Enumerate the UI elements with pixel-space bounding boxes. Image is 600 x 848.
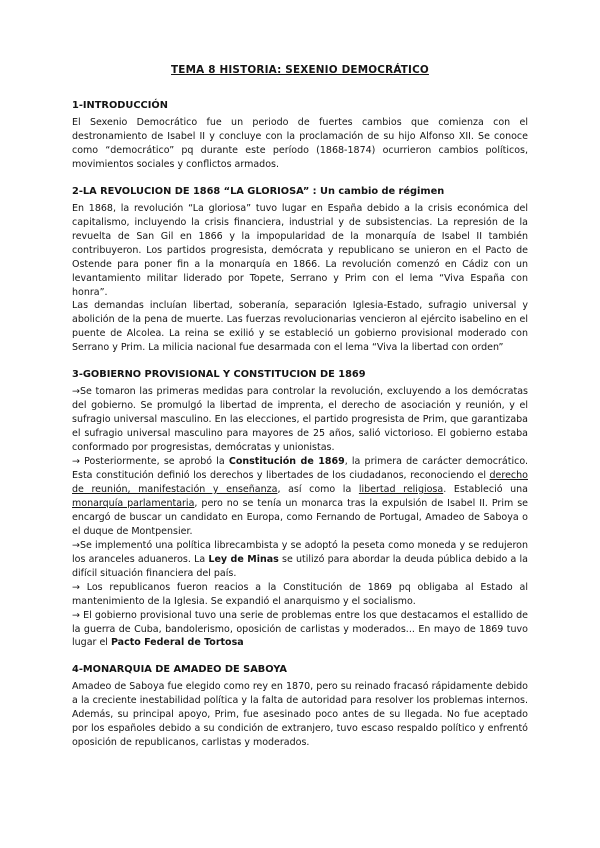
section-1 [72,100,528,172]
section-3 [72,369,528,650]
paragraph [72,385,528,455]
text-run: →Se tomaron las primeras medidas para controlar la revolución, excluyendo a los demócratas del gobierno. Se promulgó la libertad de imprenta, el derecho de asociación y reunión, y el sufragio universal masculino. En las elecciones, el partido progresista de Prim, que garantizaba el sufragio universal masculino para mayores de 25 años, salió victorioso. El gobierno estaba conformado por progresistas, demócratas y unionistas. [72,386,528,454]
paragraph [72,299,528,355]
text-run: . Estableció una [443,483,528,495]
paragraph [72,609,528,651]
document-title: TEMA 8 HISTORIA: SEXENIO DEMOCRÁTICO [171,64,429,76]
text-run: → El gobierno provisional tuvo una serie de problemas entre los que destacamos el estallido de la guerra de Cuba, bandolerismo, oposición de carlistas y moderados... En mayo de 1869 tuvo lugar el [72,609,528,649]
text-run: derecho de reunión, manifestación y enseñanza [72,470,528,495]
text-run: En 1868, la revolución “La gloriosa” tuvo lugar en España debido a la crisis económica del capitalismo, incluyendo la crisis financiera, industrial y de subsistencias. La represión de la revuelta de San Gil en 1866 y la impopularidad de la monarquía de Isabel II también contribuyeron. Los partidos progresista, demócrata y republicano se unieron en el Pacto de Ostende para poner fin a la monarquía en 1866. La revolución comenzó en Cádiz con un levantamiento militar liderado por Topete, Serrano y Prim con el lema “Viva España con honra”. [72,202,528,298]
text-run: , así como la [277,483,359,495]
text-run: , pero no se tenía un monarca tras la expulsión de Isabel II. Prim se encargó de buscar un candidato en Europa, como Fernando de Portugal, Amadeo de Saboya o el duque de Montpensier. [72,497,528,537]
text-run: Ley de Minas [208,553,279,565]
paragraph [72,680,528,750]
text-run: monarquía parlamentaria [72,497,195,509]
paragraph [72,116,528,172]
text-run: Pacto Federal de Tortosa [110,637,244,649]
section-heading: 2-LA REVOLUCION DE 1868 “LA GLORIOSA” : Un cambio de régimen [72,185,445,197]
text-run: →Se implementó una política librecambista y se adoptó la peseta como moneda y se redujeron los aranceles aduaneros. La [72,539,528,565]
section-4 [72,664,528,750]
text-run: → Posteriormente, se aprobó la [72,456,229,468]
text-run: se utilizó para abordar la deuda pública debido a la difícil situación financiera del país. [72,553,528,579]
text-run: Constitución de 1869 [228,456,345,468]
paragraph [72,581,528,609]
section-heading: 4-MONARQUIA DE AMADEO DE SABOYA [72,664,287,676]
paragraph [72,202,528,300]
section-heading: 3-GOBIERNO PROVISIONAL Y CONSTITUCION DE 1869 [72,369,366,381]
text-run: El Sexenio Democrático fue un periodo de fuertes cambios que comienza con el destronamiento de Isabel II y concluye con la proclamación de su hijo Alfonso XII. Se conoce como “democrático” pq durante este período (1868-1874) ocurrieron cambios políticos, movimientos sociales y conflictos armados. [72,117,528,170]
section-2 [72,186,528,355]
text-run: libertad religiosa [358,483,444,495]
text-run: Amadeo de Saboya fue elegido como rey en 1870, pero su reinado fracasó rápidamente debido a la creciente inestabilidad política y la falta de autoridad para resolver los problemas internos. Además, su principal apoyo, Prim, fue asesinado poco antes de su llegada. No fue aceptado por los españoles debido a su condición de extranjero, tuvo escaso respaldo político y enfrentó oposición de republicanos, carlistas y moderados. [72,681,528,749]
text-run: , la primera de carácter democrático. Esta constitución definió los derechos y libertades de los ciudadanos, reconociendo el [72,456,528,482]
paragraph [72,539,528,581]
text-run: Las demandas incluían libertad, soberanía, separación Iglesia-Estado, sufragio universal y abolición de la pena de muerte. Las fuerzas revolucionarias vencieron al ejército isabelino en el puente de Alcolea. La reina se exilió y se estableció un gobierno provisional moderado con Serrano y Prim. La milicia nacional fue desarmada con el lema “Viva la libertad con orden” [72,300,528,354]
paragraph [72,455,528,539]
section-heading: 1-INTRODUCCIÓN [72,100,168,111]
text-run: → Los republicanos fueron reacios a la Constitución de 1869 pq obligaba al Estado al mantenimiento de la Iglesia. Se expandió el anarquismo y el socialismo. [72,581,528,607]
document-body [72,100,528,750]
